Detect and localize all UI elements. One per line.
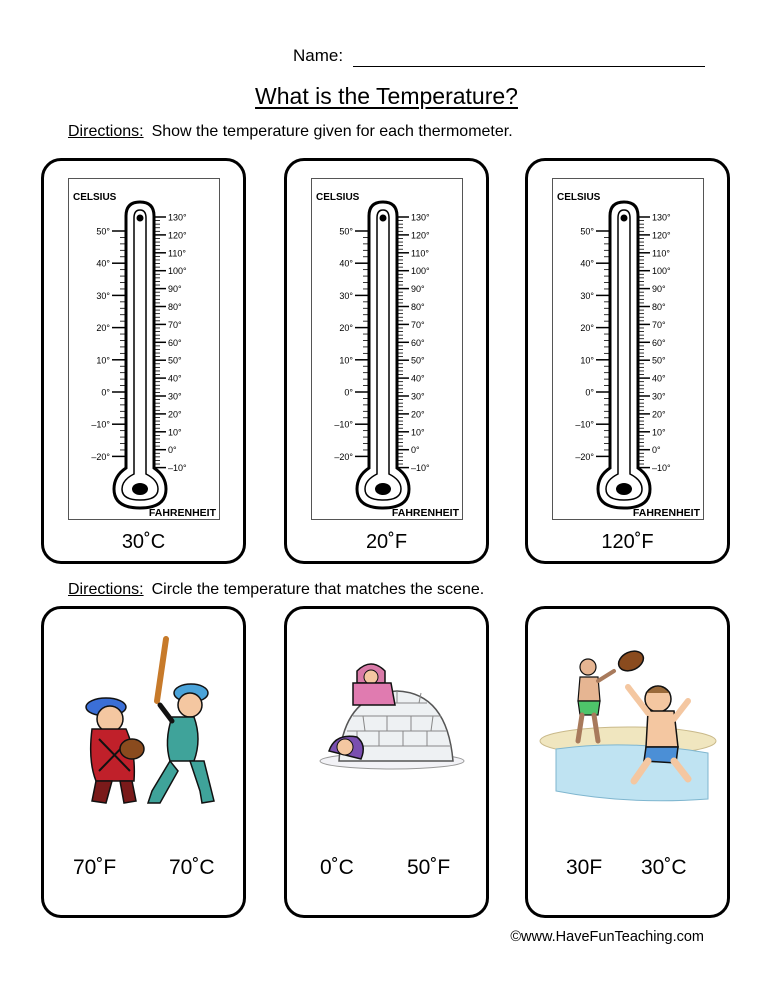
scene-card-igloo [284,606,489,918]
celsius-label: CELSIUS [316,192,360,203]
celsius-tick-label: 20° [580,323,594,334]
temperature-choice[interactable]: 70˚F [73,856,117,879]
fahrenheit-tick-label: 80° [411,302,425,312]
celsius-tick-label: 40° [339,258,353,269]
baseball-players-image [44,621,243,821]
fahrenheit-tick-label: 100° [168,266,187,277]
fahrenheit-tick-label: 130° [168,212,187,223]
celsius-tick-label: –20° [575,451,594,462]
fahrenheit-tick-label: 70° [168,319,182,330]
thermometer-image[interactable] [68,178,220,520]
celsius-tick-label: 10° [96,355,110,366]
fahrenheit-tick-label: 70° [652,319,666,330]
celsius-tick-label: 50° [580,226,594,237]
fahrenheit-tick-label: 80° [168,302,182,312]
fahrenheit-tick-label: 0° [168,445,177,456]
name-label: Name: [293,46,344,65]
directions-1 [68,123,513,141]
temperature-choice[interactable]: 30F [566,856,603,879]
fahrenheit-tick-label: 0° [652,445,661,456]
scene-card-baseball [41,606,246,918]
fahrenheit-tick-label: –10° [168,463,187,474]
celsius-tick-label: –10° [334,419,353,430]
fahrenheit-tick-label: –10° [652,463,671,474]
fahrenheit-tick-label: 120° [168,230,187,241]
fahrenheit-tick-label: 90° [652,284,666,295]
temperature-choice[interactable]: 30˚C [641,856,687,879]
fahrenheit-tick-label: 130° [652,212,671,223]
fahrenheit-tick-label: 90° [168,284,182,295]
thermometer-bulb [616,483,632,495]
fahrenheit-tick-label: 100° [411,266,430,277]
celsius-tick-label: –10° [575,419,594,430]
temperature-label: 20˚F [365,531,408,553]
celsius-tick-label: 0° [344,387,353,398]
scene-card-beach [525,606,730,918]
temperature-choice[interactable]: 70˚C [169,856,215,879]
fahrenheit-tick-label: 20° [168,409,182,420]
fahrenheit-tick-label: 20° [652,409,666,420]
celsius-tick-label: 40° [580,258,594,269]
fahrenheit-tick-label: 40° [411,373,425,384]
celsius-tick-label: 50° [96,226,110,237]
directions-2 [68,581,484,599]
temperature-label: 120˚F [601,531,654,553]
celsius-tick-label: –20° [91,451,110,462]
fahrenheit-tick-label: –10° [411,463,430,474]
celsius-label: CELSIUS [73,192,117,203]
fahrenheit-tick-label: 30° [411,391,425,402]
thermometer-card-1 [41,158,246,564]
fahrenheit-tick-label: 130° [411,212,430,223]
celsius-tick-label: 20° [96,323,110,334]
fahrenheit-tick-label: 110° [652,248,670,259]
fahrenheit-tick-label: 30° [652,391,666,402]
fahrenheit-tick-label: 10° [168,427,182,438]
fahrenheit-tick-label: 50° [411,355,425,366]
fahrenheit-tick-label: 50° [168,355,182,366]
temperature-choice[interactable]: 0˚C [320,856,354,879]
fahrenheit-tick-label: 60° [411,337,425,348]
temperature-choice[interactable]: 50˚F [407,856,451,879]
celsius-tick-label: 30° [96,290,110,301]
celsius-tick-label: 40° [96,258,110,269]
copyright-text: ©www.HaveFunTeaching.com [510,929,704,945]
fahrenheit-tick-label: 110° [411,248,429,259]
celsius-tick-label: 30° [339,290,353,301]
fahrenheit-label: FAHRENHEIT [632,507,700,519]
thermometer-top-dot [380,215,387,222]
thermometer-card-2 [284,158,489,564]
igloo-image [287,621,486,821]
fahrenheit-tick-label: 90° [411,284,425,295]
celsius-label: CELSIUS [557,192,601,203]
fahrenheit-tick-label: 60° [652,337,666,348]
directions-label: Directions: [68,581,144,598]
fahrenheit-tick-label: 50° [652,355,666,366]
thermometer-card-3 [525,158,730,564]
directions-label: Directions: [68,123,144,140]
name-field[interactable] [353,66,705,67]
fahrenheit-tick-label: 10° [652,427,666,438]
thermometer-image[interactable] [552,178,704,520]
thermometer-bulb [375,483,391,495]
thermometer-top-dot [621,215,628,222]
temperature-label: 30˚C [121,531,166,553]
fahrenheit-tick-label: 120° [652,230,671,241]
celsius-tick-label: 10° [580,355,594,366]
fahrenheit-tick-label: 30° [168,391,182,402]
fahrenheit-tick-label: 40° [652,373,666,384]
celsius-tick-label: –20° [334,451,353,462]
fahrenheit-tick-label: 10° [411,427,425,438]
beach-football-image [528,621,727,821]
directions-text: Circle the temperature that matches the scene. [151,581,485,598]
fahrenheit-tick-label: 100° [652,266,671,277]
fahrenheit-tick-label: 20° [411,409,425,420]
fahrenheit-tick-label: 110° [168,248,186,259]
celsius-tick-label: 10° [339,355,353,366]
celsius-tick-label: –10° [91,419,110,430]
fahrenheit-tick-label: 70° [411,319,425,330]
celsius-tick-label: 50° [339,226,353,237]
fahrenheit-tick-label: 80° [652,302,666,312]
fahrenheit-tick-label: 60° [168,337,182,348]
thermometer-image[interactable] [311,178,463,520]
fahrenheit-label: FAHRENHEIT [148,507,216,519]
fahrenheit-label: FAHRENHEIT [391,507,459,519]
celsius-tick-label: 30° [580,290,594,301]
celsius-tick-label: 0° [585,387,594,398]
directions-text: Show the temperature given for each thermometer. [151,123,513,140]
celsius-tick-label: 20° [339,323,353,334]
fahrenheit-tick-label: 0° [411,445,420,456]
thermometer-bulb [132,483,148,495]
page-title: What is the Temperature? [255,83,518,109]
celsius-tick-label: 0° [101,387,110,398]
fahrenheit-tick-label: 40° [168,373,182,384]
thermometer-top-dot [137,215,144,222]
fahrenheit-tick-label: 120° [411,230,430,241]
